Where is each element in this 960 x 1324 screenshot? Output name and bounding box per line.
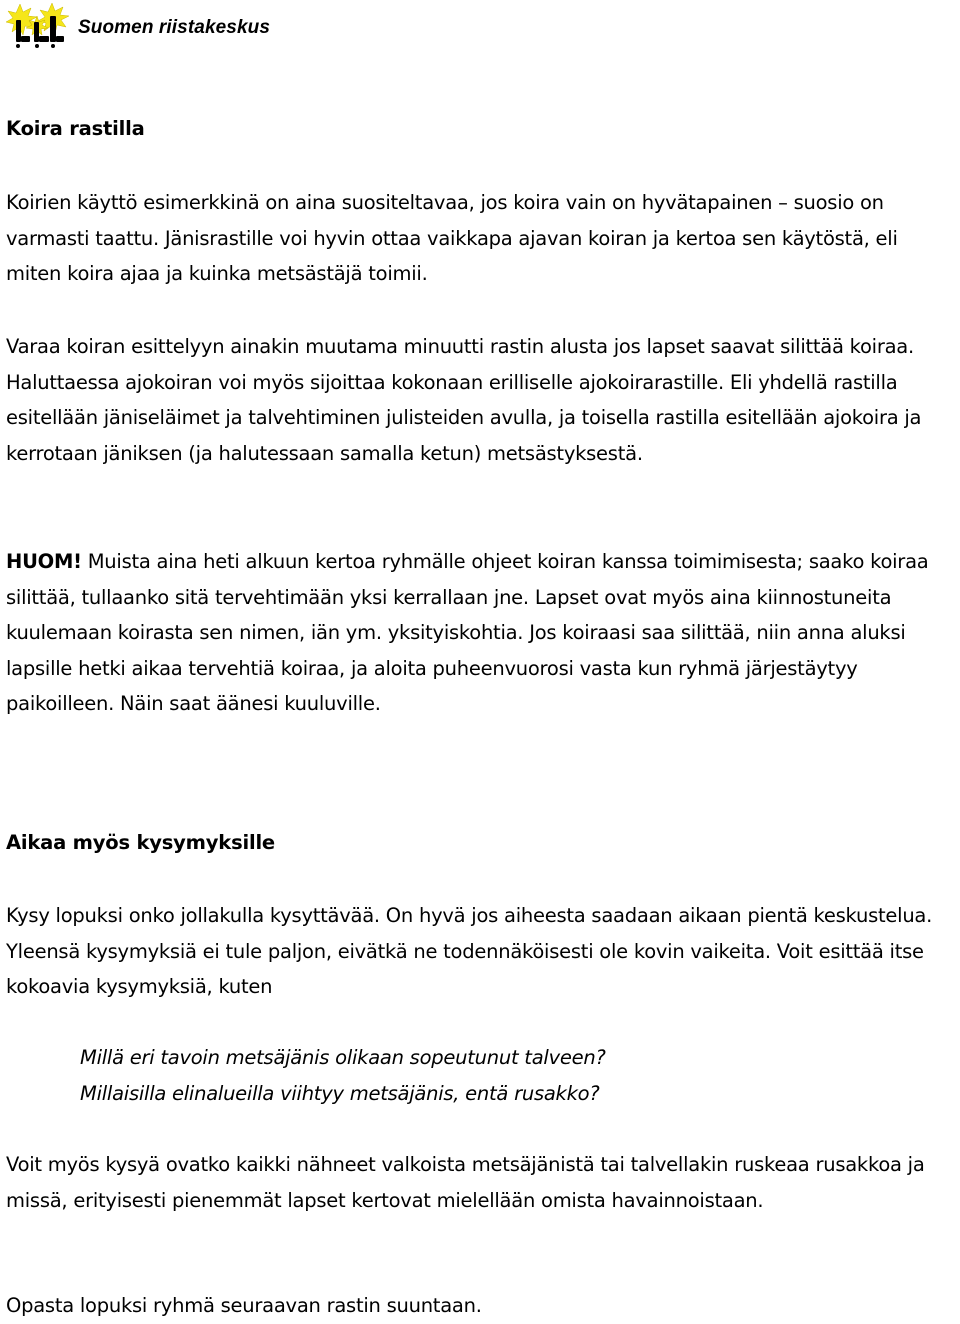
section-heading-questions: Aikaa myös kysymyksille xyxy=(6,831,275,854)
page-header xyxy=(4,2,270,48)
org-name: Suomen riistakeskus xyxy=(78,17,270,38)
paragraph-observations: Voit myös kysyä ovatko kaikki nähneet valkoista metsäjänistä tai talvellakin ruskeaa rusakkoa ja missä, erityisesti pienemmät lapset kertovat mielellään omista havainnoistaan. xyxy=(6,1153,925,1212)
example-question: Millä eri tavoin metsäjänis olikaan sopeutunut talveen? xyxy=(80,1046,606,1069)
paragraph-dog-intro: Koirien käyttö esimerkkinä on aina suositeltavaa, jos koira vain on hyvätapainen – suosio on varmasti taattu. Jänisrastille voi hyvin ottaa vaikkapa ajavan koiran ja kertoa sen käytöstä, eli miten koira ajaa ja kuinka metsästäjä toimii. xyxy=(6,191,898,285)
paragraph-dog-presentation: Varaa koiran esittelyyn ainakin muutama minuutti rastin alusta jos lapset saavat silittää koiraa. Haluttaessa ajokoiran voi myös sijoittaa kokonaan erilliselle ajokoirarastille. Eli yhdellä rastilla esitellään jäniseläimet ja talvehtiminen julisteiden avulla, ja toisella rastilla esitellään ajokoira ja kerrotaan jäniksen (ja halutessaan samalla ketun) metsästyksestä. xyxy=(6,335,922,465)
paragraph-closing: Opasta lopuksi ryhmä seuraavan rastin suuntaan. xyxy=(6,1294,482,1317)
example-question: Millaisilla elinalueilla viihtyy metsäjänis, entä rusakko? xyxy=(80,1081,600,1105)
note-text: Muista aina heti alkuun kertoa ryhmälle ohjeet koiran kanssa toimimisesta; saako koiraa silittää, tullaanko sitä tervehtimään yksi kerrallaan jne. Lapset ovat myös aina kiinnostuneita kuulemaan koirasta sen nimen, iän ym. yksityiskohtia. Jos koiraasi saa silittää, niin anna aluksi lapsille hetki aikaa tervehtiä koiraa, ja aloita puheenvuorosi vasta kun ryhmä järjestäytyy paikoilleen. Näin saat äänesi kuuluville. xyxy=(6,550,929,715)
section-heading-dog: Koira rastilla xyxy=(6,117,145,140)
riistakeskus-logo xyxy=(4,2,70,48)
paragraph-questions-intro: Kysy lopuksi onko jollakulla kysyttävää. On hyvä jos aiheesta saadaan aikaan pientä keskustelua. Yleensä kysymyksiä ei tule paljon, eivätkä ne todennäköisesti ole kovin vaikeita. Voit esittää itse kokoavia kysymyksiä, kuten xyxy=(6,904,933,998)
paragraph-note xyxy=(6,544,956,722)
note-label: HUOM! xyxy=(6,550,82,573)
example-questions xyxy=(80,1040,606,1111)
